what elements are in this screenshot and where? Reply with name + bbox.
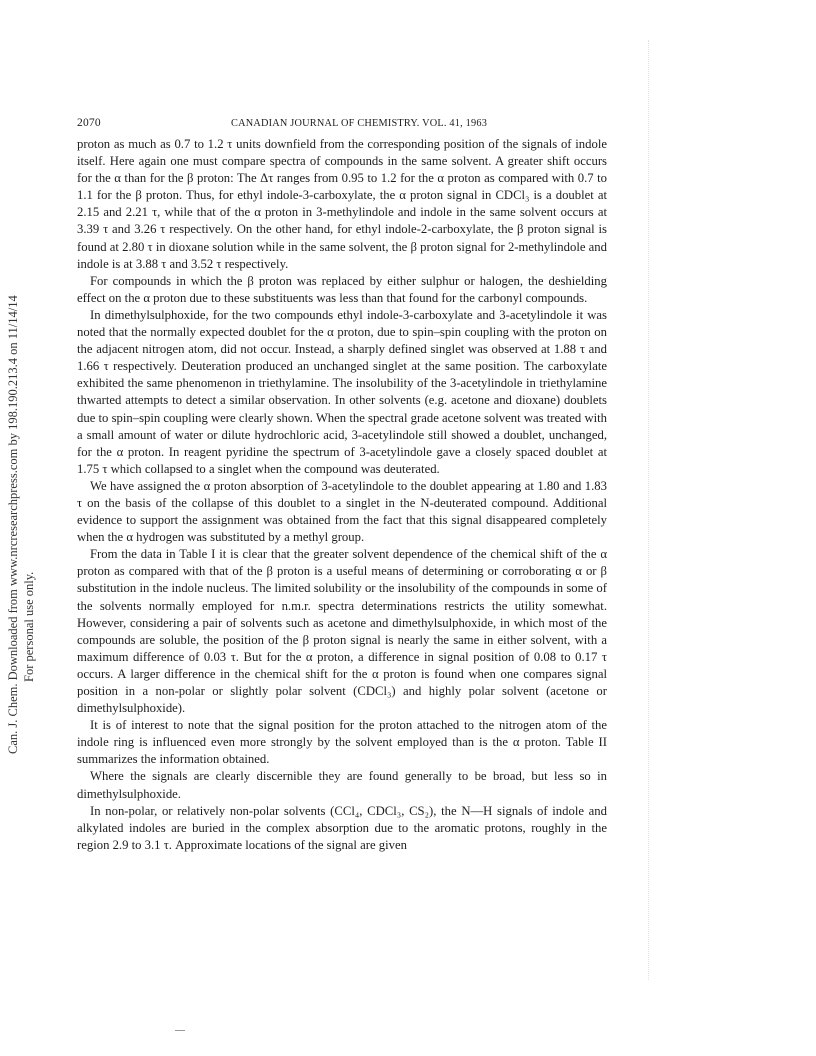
usage-notice: For personal use only. bbox=[22, 571, 36, 682]
paragraph: We have assigned the α proton absorption of 3-acetylindole to the doublet appearing at 1.80 and 1.83 τ on the basis of the collapse of this doublet to a singlet in the N-deuterated compound. Additional evidence to support the assignment was obtained from the fact that this signal disappeared completely when the α hydrogen was substituted by a methyl group. bbox=[77, 478, 607, 545]
download-notice: Can. J. Chem. Downloaded from www.nrcresearchpress.com by 198.190.213.4 on 11/14/14 bbox=[6, 295, 20, 754]
paragraph: In non-polar, or relatively non-polar solvents (CCl₄, CDCl₃, CS₂), the N—H signals of indole and alkylated indoles are buried in the complex absorption due to the aromatic protons, roughly in the region 2.9 to 3.1 τ. Approximate locations of the signal are given bbox=[77, 803, 607, 852]
download-watermark bbox=[0, 262, 44, 762]
paragraph: Where the signals are clearly discernible they are found generally to be broad, but less so in dimethylsulphoxide. bbox=[77, 769, 607, 801]
paragraph: It is of interest to note that the signal position for the proton attached to the nitrogen atom of the indole ring is influenced even more strongly by the solvent employed than is the α proton. Table II summarizes the information obtained. bbox=[77, 718, 607, 767]
scan-gutter-line bbox=[648, 40, 650, 980]
paragraph: From the data in Table I it is clear that the greater solvent dependence of the chemical shift of the α proton as compared with that of the β proton is a useful means of determining or corroborating α or β substitution in the indole nucleus. The limited solubility or the insolubility of the compounds in some of the solvents normally employed for n.m.r. spectra determinations restricts the utility somewhat. However, considering a pair of solvents such as acetone and dimethylsulphoxide, in which most of the compounds are soluble, the position of the β proton signal is nearly the same in either solvent, with a maximum difference of 0.03 τ. But for the α proton, a difference in signal position of 0.08 to 0.17 τ occurs. A larger difference in the chemical shift for the α proton is found when one compares signal position in a non-polar or slightly polar solvent (CDCl₃) and highly polar solvent (acetone or dimethylsulphoxide). bbox=[77, 547, 607, 716]
page-number: 2070 bbox=[77, 117, 101, 129]
paragraph: In dimethylsulphoxide, for the two compounds ethyl indole-3-carboxylate and 3-acetylindole it was noted that the normally expected doublet for the α proton, due to spin–spin coupling with the proton on the adjacent nitrogen atom, did not occur. Instead, a sharply defined singlet was observed at 1.88 τ and 1.66 τ respectively. Deuteration produced an unchanged singlet at the same position. The carboxylate exhibited the same phenomenon in triethylamine. The insolubility of the 3-acetylindole in triethylamine thwarted attempts to detect a similar observation. In other solvents (e.g. acetone and dioxane) doublets due to spin–spin coupling were clearly shown. When the spectral grade acetone solvent was treated with a small amount of water or dilute hydrochloric acid, 3-acetylindole still showed a doublet, unchanged, for the α proton. In reagent pyridine the spectrum of 3-acetylindole gave a closely spaced doublet at 1.75 τ which collapsed to a singlet when the compound was deuterated. bbox=[77, 307, 607, 476]
body-text bbox=[77, 136, 607, 854]
paragraph: For compounds in which the β proton was replaced by either sulphur or halogen, the deshielding effect on the α proton due to these substituents was less than that found for the carbonyl compounds. bbox=[77, 273, 607, 305]
journal-title: CANADIAN JOURNAL OF CHEMISTRY. VOL. 41, 1963 bbox=[231, 118, 488, 129]
paragraph: proton as much as 0.7 to 1.2 τ units downfield from the corresponding position of the signals of indole itself. Here again one must compare spectra of compounds in the same solvent. A greater shift occurs for the α than for the β proton: The Δτ ranges from 0.95 to 1.2 for the α proton as compared with 0.7 to 1.1 for the β proton. Thus, for ethyl indole-3-carboxylate, the α proton signal in CDCl₃ is a doublet at 2.15 and 2.21 τ, while that of the α proton in 3-methylindole and indole in the same solvent occurs at 3.39 τ and 3.26 τ respectively. On the other hand, for ethyl indole-2-carboxylate, the β proton signal is found at 2.80 τ in dioxane solution while in the same solvent, the β proton signal for 2-methylindole and indole is at 3.88 τ and 3.52 τ respectively. bbox=[77, 137, 607, 271]
scan-mark bbox=[175, 1030, 185, 1031]
